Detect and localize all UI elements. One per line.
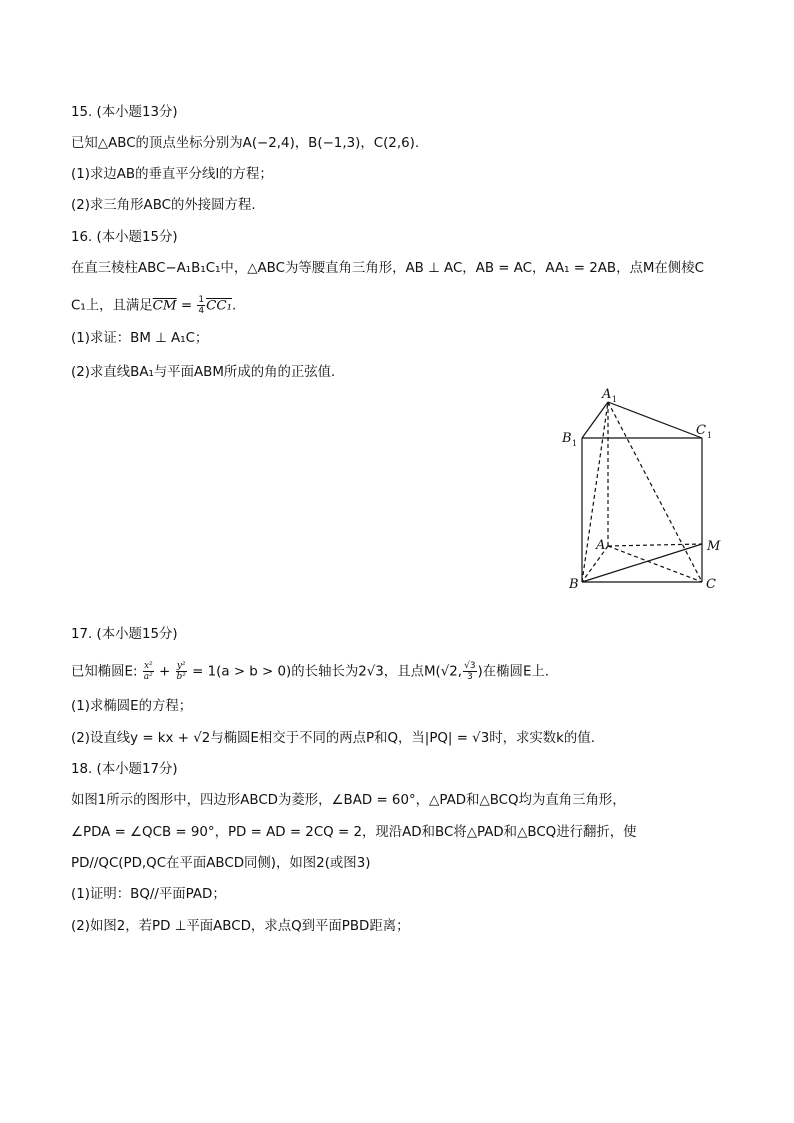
fraction-denominator: 3 xyxy=(466,672,473,682)
fraction-one-quarter xyxy=(197,295,205,316)
segment-b-a1 xyxy=(582,402,608,582)
problem-18-part-2: (2)如图2，若PD ⊥平面ABCD，求点Q到平面PBD距离； xyxy=(71,919,410,934)
label-a1: A xyxy=(602,387,612,402)
segment-a-m xyxy=(608,544,702,546)
stem-text: 已知椭圆E: xyxy=(71,664,142,680)
problem-16-stem-line1: 在直三棱柱ABC−A₁B₁C₁中，△ABC为等腰直角三角形，AB ⊥ AC，AB = AC，AA₁ = 2AB，点M在侧棱C xyxy=(71,261,704,276)
fraction-sqrt3-3 xyxy=(463,661,476,682)
fraction-numerator: y² xyxy=(176,661,186,671)
label-m: M xyxy=(707,539,721,554)
label-c: C xyxy=(706,577,716,592)
problem-16-part-2: (2)求直线BA₁与平面ABM所成的角的正弦值. xyxy=(71,365,336,380)
problem-18-stem-line3: PD//QC(PD,QC在平面ABCD同侧)，如图2(或图3) xyxy=(71,856,371,871)
stem-text: = 1(a > b > 0)的长轴长为2√3，且点M(√2, xyxy=(187,664,463,680)
fraction-numerator: x² xyxy=(143,661,153,671)
problem-17-header: 17. (本小题15分) xyxy=(71,627,178,642)
label-b1: B xyxy=(562,431,572,446)
edge-a1-c1 xyxy=(608,402,702,438)
stem-text: )在椭圆E上. xyxy=(477,664,550,680)
problem-16-part-1: (1)求证：BM ⊥ A₁C； xyxy=(71,331,209,346)
problem-15-part-1: (1)求边AB的垂直平分线l的方程； xyxy=(71,167,273,182)
problem-18-header: 18. (本小题17分) xyxy=(71,762,178,777)
stem-text: C₁上，且满足 xyxy=(71,298,153,314)
problem-17-stem xyxy=(71,661,549,682)
label-a: A xyxy=(596,538,606,553)
plus-sign: + xyxy=(154,664,175,680)
label-b: B xyxy=(569,577,579,592)
problem-18-stem-line1: 如图1所示的图形中，四边形ABCD为菱形，∠BAD = 60°，△PAD和△BCQ均为直角三角形， xyxy=(71,793,626,808)
label-c1-sub: 1 xyxy=(707,431,713,440)
problem-18-part-1: (1)证明：BQ//平面PAD； xyxy=(71,887,226,902)
problem-15-part-2: (2)求三角形ABC的外接圆方程. xyxy=(71,198,256,213)
problem-16-stem-line2 xyxy=(71,295,236,316)
equals-sign: = xyxy=(176,298,197,314)
fraction-denominator: a² xyxy=(143,672,153,682)
label-c1: C xyxy=(696,423,706,438)
segment-a1-c xyxy=(608,402,702,582)
edge-a1-b1 xyxy=(582,402,608,438)
fraction-x2-a2 xyxy=(143,661,154,682)
prism-figure xyxy=(556,382,736,597)
problem-18-stem-line2: ∠PDA = ∠QCB = 90°，PD = AD = 2CQ = 2，现沿AD和BC将△PAD和△BCQ进行翻折，使 xyxy=(71,825,637,840)
fraction-numerator: √3 xyxy=(464,661,476,671)
problem-17-part-1: (1)求椭圆E的方程； xyxy=(71,699,193,714)
fraction-denominator: b² xyxy=(176,672,186,682)
vector-cm: $\overline{CM}$ xyxy=(152,298,177,314)
problem-16-header: 16. (本小题15分) xyxy=(71,230,178,245)
label-a1-sub: 1 xyxy=(612,395,618,404)
problem-17-part-2: (2)设直线y = kx + √2与椭圆E相交于不同的两点P和Q，当|PQ| = √3时，求实数k的值. xyxy=(71,731,595,746)
problem-15-header: 15. (本小题13分) xyxy=(71,105,178,120)
fraction-numerator: 1 xyxy=(198,295,205,305)
fraction-y2-b2 xyxy=(176,661,187,682)
period: . xyxy=(231,298,237,314)
vector-cc1: CC₁ xyxy=(206,298,232,314)
fraction-denominator: 4 xyxy=(198,306,205,316)
label-b1-sub: 1 xyxy=(572,439,578,448)
edge-a-c xyxy=(608,546,702,582)
problem-15-stem: 已知△ABC的顶点坐标分别为A(−2,4)，B(−1,3)，C(2,6). xyxy=(71,136,420,151)
